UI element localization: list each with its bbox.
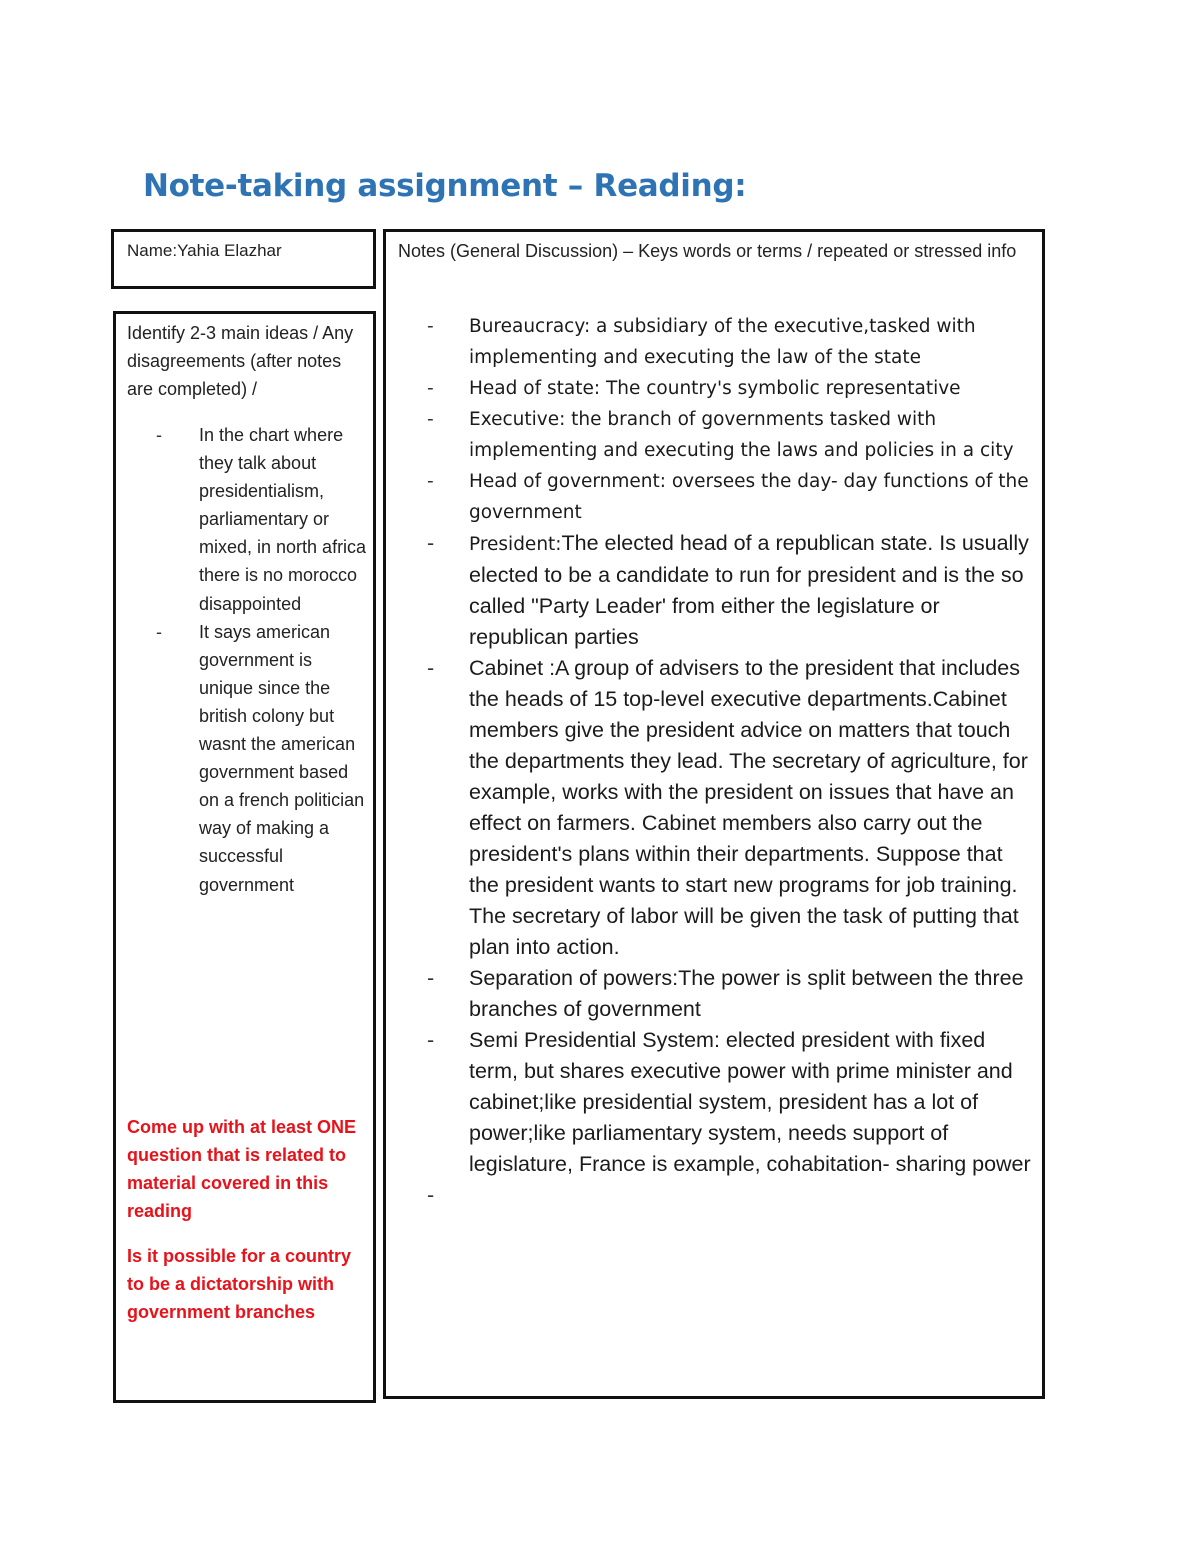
- note-text: Semi Presidential System: elected president with fixed term, but shares executive power with prime minister and cabinet;like presidential system, president has a lot of power;like parliamentary system, needs support of legislature, France is example, cohabitation- sharing power: [469, 1028, 1031, 1176]
- dash-bullet: -: [427, 471, 434, 492]
- list-item: [386, 528, 1036, 653]
- dash-bullet: -: [427, 1028, 435, 1052]
- dash-bullet: -: [427, 531, 435, 555]
- list-item: [386, 963, 1036, 1025]
- note-text: Separation of powers:The power is split between the three branches of government: [469, 966, 1024, 1021]
- main-idea-text: In the chart where they talk about presidentialism, parliamentary or mixed, in north africa there is no morocco disappointed: [199, 425, 367, 614]
- question-answer: Is it possible for a country to be a dictatorship with government branches: [127, 1246, 352, 1322]
- dash-bullet: -: [156, 621, 162, 642]
- list-item: [386, 1180, 1036, 1211]
- note-text: Bureaucracy: a subsidiary of the executive,tasked with implementing and executing the law of the state: [469, 316, 976, 368]
- list-item: [116, 618, 371, 899]
- dash-bullet: -: [427, 378, 434, 399]
- page-title: Note-taking assignment – Reading:: [143, 168, 747, 204]
- dash-bullet: -: [156, 425, 162, 445]
- note-text: Head of state: The country's symbolic representative: [469, 378, 961, 399]
- dash-bullet: -: [427, 656, 435, 680]
- note-text: Cabinet :A group of advisers to the president that includes the heads of 15 top-level executive departments.Cabinet members give the president advice on matters that touch the departments they lead. The secretary of agriculture, for example, works with the president on issues that have an effect on farmers. Cabinet members also carry out the president's plans within their departments. Suppose that the president wants to start new programs for job training. The secretary of labor will be given the task of putting that plan into action.: [469, 656, 1028, 959]
- dash-bullet: -: [427, 966, 435, 990]
- dash-bullet: -: [427, 409, 434, 430]
- question-prompt: Come up with at least ONE question that is related to material covered in this reading: [127, 1117, 357, 1221]
- notes-box: [383, 229, 1045, 1399]
- list-item: [386, 404, 1036, 466]
- main-idea-text: It says american government is unique since the british colony but wasnt the american government based on a french politician way of making a successful government: [199, 621, 365, 895]
- list-item: [386, 311, 1036, 373]
- list-item: [386, 1025, 1036, 1180]
- notes-heading: Notes (General Discussion) – Keys words or terms / repeated or stressed info: [398, 241, 1017, 261]
- note-text: The elected head of a republican state. Is usually elected to be a candidate to run for president and is the so called "Party Leader' from either the legislature or republican parties: [469, 531, 1029, 649]
- dash-bullet: -: [427, 316, 434, 337]
- student-name: Name:Yahia Elazhar: [127, 241, 282, 260]
- list-item: [386, 653, 1036, 963]
- list-item: [116, 421, 371, 618]
- list-item: [386, 466, 1036, 528]
- note-term: President:: [469, 534, 562, 555]
- main-ideas-list: [116, 421, 371, 899]
- note-text: Head of government: oversees the day- day functions of the government: [469, 471, 1029, 523]
- dash-bullet: -: [427, 1183, 435, 1207]
- name-box: [111, 229, 376, 289]
- main-ideas-box: [113, 311, 376, 1403]
- main-ideas-heading: Identify 2-3 main ideas / Any disagreements (after notes are completed) /: [127, 323, 354, 399]
- note-text: Executive: the branch of governments tasked with implementing and executing the laws and policies in a city: [469, 409, 1014, 461]
- notes-list: [386, 311, 1036, 1211]
- list-item: [386, 373, 1036, 404]
